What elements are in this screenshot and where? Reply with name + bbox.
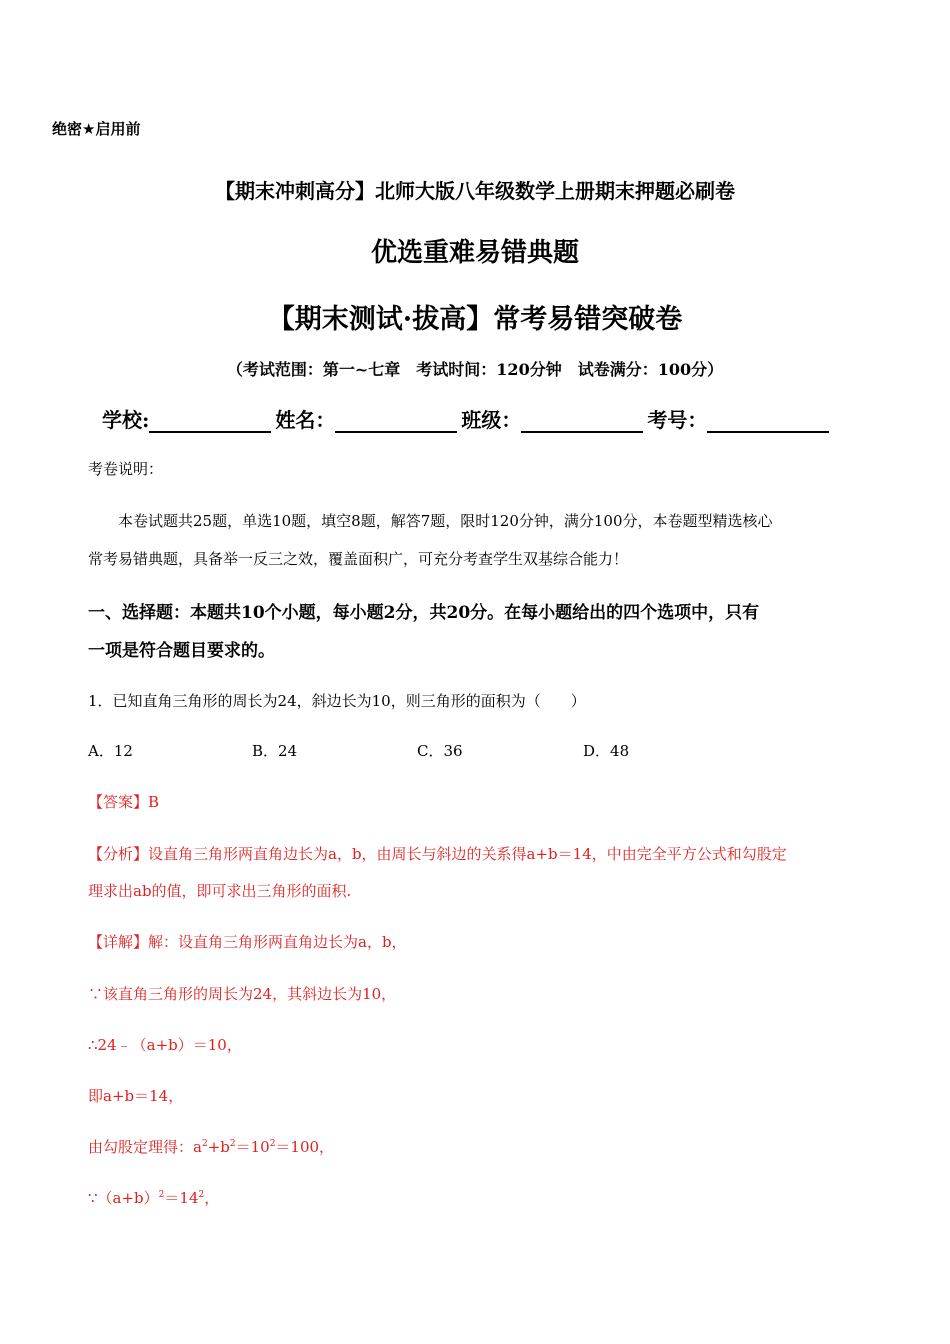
- superscript: 2: [229, 1139, 236, 1149]
- question-1-detail-line-1: 【详解】解：设直角三角形两直角边长为a，b，: [88, 933, 407, 951]
- instructions-heading: 考卷说明：: [88, 460, 164, 478]
- exam-subtitle: 优选重难易错典题: [370, 238, 579, 268]
- question-1-option-d: D．48: [583, 742, 630, 760]
- detail-5-suffix: ＝100，: [275, 1138, 335, 1156]
- section-1-heading-line-1: 一、选择题：本题共10个小题，每小题2分，共20分。在每小题给出的四个选项中，只有: [88, 603, 760, 623]
- detail-6-mid: ＝14: [164, 1189, 199, 1207]
- detail-6-prefix: ∵（a+b）: [88, 1189, 159, 1207]
- school-label: 学校:: [102, 408, 150, 432]
- question-1-analysis-line-2: 理求出ab的值，即可求出三角形的面积.: [88, 882, 352, 900]
- class-label: 班级：: [461, 408, 522, 432]
- question-1-detail-line-4: 即a+b＝14，: [88, 1087, 184, 1105]
- exam-no-blank[interactable]: [707, 407, 829, 433]
- instructions-line-1: 本卷试题共25题，单选10题，填空8题，解答7题，限时120分钟，满分100分，本卷题型精选核心: [118, 512, 773, 530]
- exam-paper-name: 【期末测试·拔高】常考易错突破卷: [267, 304, 683, 335]
- exam-title: 【期末冲刺高分】北师大版八年级数学上册期末押题必刷卷: [215, 179, 735, 203]
- student-info-row: [102, 404, 833, 433]
- superscript: 2: [158, 1190, 165, 1200]
- name-blank[interactable]: [335, 407, 457, 433]
- class-blank[interactable]: [521, 407, 643, 433]
- question-1-detail-line-5: [88, 1136, 334, 1157]
- question-1-detail-line-6: [88, 1187, 219, 1208]
- detail-5-mid-1: +b: [207, 1138, 230, 1156]
- exam-scope: （考试范围：第一~七章 考试时间：120分钟 试卷满分：100分）: [226, 360, 724, 379]
- superscript: 2: [198, 1190, 205, 1200]
- question-1-option-c: C．36: [417, 742, 463, 760]
- school-blank[interactable]: [149, 407, 271, 433]
- section-1-heading-line-2: 一项是符合题目要求的。: [88, 641, 275, 661]
- detail-5-prefix: 由勾股定理得：a: [88, 1138, 202, 1156]
- detail-5-mid-2: ＝10: [235, 1138, 270, 1156]
- question-1-answer: 【答案】B: [88, 793, 160, 811]
- secret-mark: 绝密★启用前: [52, 120, 141, 138]
- detail-6-suffix: ，: [204, 1189, 220, 1207]
- question-1-analysis-line-1: 【分析】设直角三角形两直角边长为a，b，由周长与斜边的关系得a+b＝14，中由完全平方公式和勾股定: [88, 845, 787, 863]
- name-label: 姓名：: [275, 408, 336, 432]
- question-1-stem: 1．已知直角三角形的周长为24，斜边长为10，则三角形的面积为（ ）: [88, 692, 586, 710]
- superscript: 2: [201, 1139, 208, 1149]
- exam-no-label: 考号：: [647, 408, 708, 432]
- instructions-line-2: 常考易错典题，具备举一反三之效，覆盖面积广，可充分考查学生双基综合能力！: [88, 550, 629, 568]
- superscript: 2: [269, 1139, 276, 1149]
- question-1-detail-line-3: ∴24﹣（a+b）＝10，: [88, 1036, 242, 1054]
- question-1-option-b: B．24: [252, 742, 298, 760]
- question-1-detail-line-2: ∵该直角三角形的周长为24，其斜边长为10，: [88, 985, 397, 1003]
- question-1-option-a: A．12: [88, 742, 133, 760]
